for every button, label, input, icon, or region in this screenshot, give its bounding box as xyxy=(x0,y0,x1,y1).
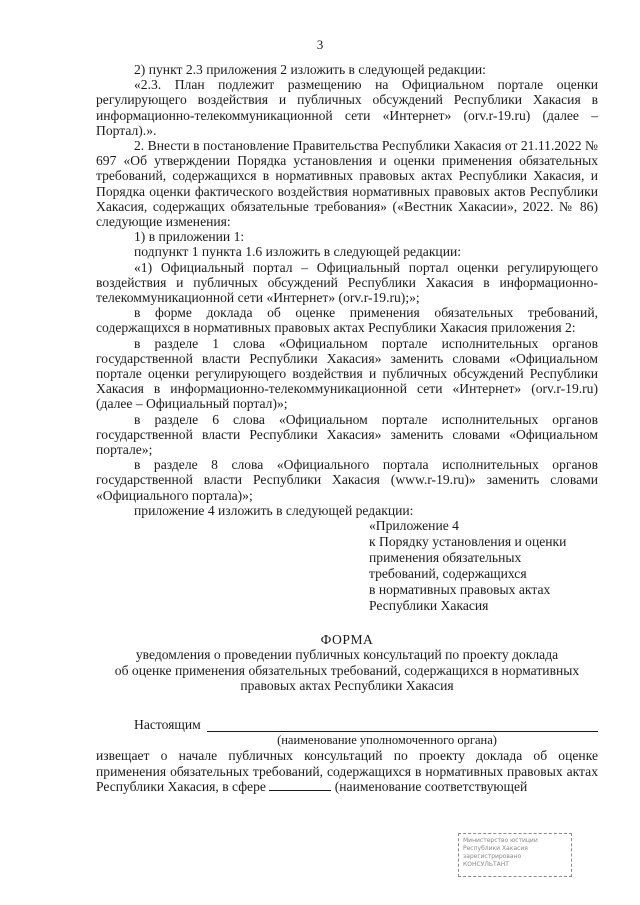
paragraph: в разделе 8 слова «Официального портала исполнительных органов государственной власти Республики Хакасия (www.r-19.ru)» заменить словами «Официального портала)»; xyxy=(96,457,598,503)
fill-row xyxy=(96,717,598,732)
form-body-text: извещает о начале публичных консультаций по проекту доклада об оценке применения обязательных требований, содержащихся в нормативных правовых актах Республики Хакасия, в сфере xyxy=(96,748,598,794)
paragraph: 2. Внести в постановление Правительства Республики Хакасия от 21.11.2022 № 697 «Об утверждении Порядка установления и оценки применения обязательных требований, содержащихся в нормативных правовых актах Республики Хакасия, и Порядка оценки фактического воздействия нормативных правовых актов Республики Хакасия, содержащих обязательные требования» («Вестник Хакасии», 2022. № 86) следующие изменения: xyxy=(96,138,598,230)
form-body xyxy=(96,748,598,794)
paragraph: «1) Официальный портал – Официальный портал оценки регулирующего воздействия и публичных обсуждений Республики Хакасия в информационно-телекоммуникационной сети «Интернет» (orv.r-19.ru);»; xyxy=(96,259,598,306)
stamp-line: Республики Хакасия xyxy=(463,845,528,852)
annex-line: Республики Хакасия xyxy=(369,598,489,614)
registration-stamp xyxy=(458,833,572,877)
paragraph: подпункт 1 пункта 1.6 изложить в следующей редакции: xyxy=(134,244,462,260)
fill-label: Настоящим xyxy=(134,716,201,732)
annex-header xyxy=(369,518,598,614)
paragraph: в форме доклада об оценке применения обязательных требований, содержащихся в нормативных правовых актах Республики Хакасия приложения 2: xyxy=(96,305,598,336)
form-subtitle-line: уведомления о проведении публичных консультаций по проекту доклада xyxy=(135,647,559,663)
annex-line: в нормативных правовых актах xyxy=(369,582,551,598)
annex-line: к Порядку установления и оценки xyxy=(369,534,567,550)
paragraph: приложение 4 изложить в следующей редакции: xyxy=(134,502,414,518)
annex-line: требований, содержащихся xyxy=(369,566,527,582)
stamp-line: зарегистрировано xyxy=(463,853,522,860)
fill-blank-line xyxy=(207,719,598,732)
paragraph: в разделе 1 слова «Официальном портале исполнительных органов государственной власти Республики Хакасия» заменить словами «Официальном портале оценки регулирующего воздействия и публичных обсуждений Республики Хакасия в информационно-телекоммуникационной сети «Интернет» (orv.r-19.ru) (далее – Официальный портал)»; xyxy=(96,335,598,412)
annex-line: «Приложение 4 xyxy=(369,518,459,534)
form-subtitle-line: об оценке применения обязательных требований, содержащихся в нормативных xyxy=(114,662,580,678)
paragraph: 1) в приложении 1: xyxy=(134,229,245,245)
form-title: ФОРМА xyxy=(320,632,374,648)
inline-blank-line xyxy=(269,780,331,791)
paragraph: «2.3. План подлежит размещению на Официальном портале оценки регулирующего воздействия и публичных обсуждений Республики Хакасия в информационно-телекоммуникационной сети «Интернет» (orv.r-19.ru) (далее – Портал).». xyxy=(96,77,598,138)
document-body xyxy=(96,62,598,794)
stamp-line: Министерство юстиции xyxy=(463,837,538,844)
stamp-line: КОНСУЛЬТАНТ xyxy=(463,861,509,868)
fill-caption: (наименование уполномоченного органа) xyxy=(277,733,497,748)
form-body-text-end: (наименование соответствующей xyxy=(334,778,528,794)
page-number: 3 xyxy=(316,37,324,52)
annex-line: применения обязательных xyxy=(369,550,522,566)
paragraph: в разделе 6 слова «Официальном портале исполнительных органов государственной власти Республики Хакасия» заменить словами «Официальном портале»; xyxy=(96,411,598,458)
paragraph: 2) пункт 2.3 приложения 2 изложить в следующей редакции: xyxy=(134,62,486,77)
form-subtitle-line: правовых актах Республики Хакасия xyxy=(240,677,454,693)
